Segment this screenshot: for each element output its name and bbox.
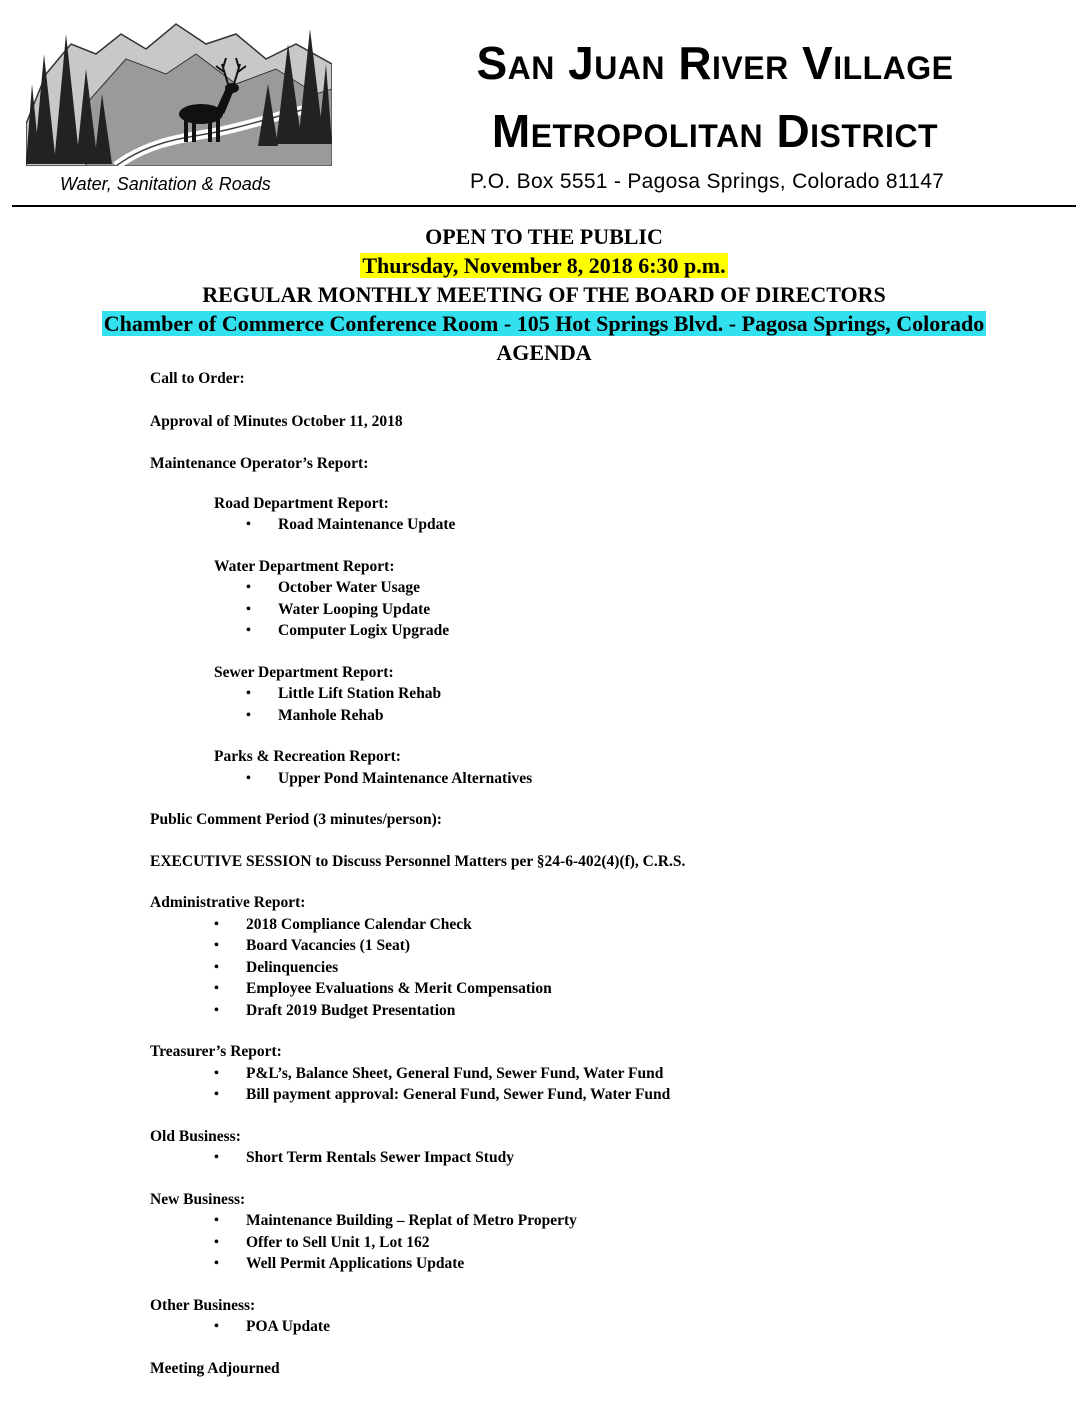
list-item: • October Water Usage — [278, 577, 1050, 599]
list-item: • Bill payment approval: General Fund, Sewer Fund, Water Fund — [246, 1084, 1050, 1106]
list-item: • Employee Evaluations & Merit Compensation — [246, 978, 1050, 1000]
meeting-location: Chamber of Commerce Conference Room - 105 Hot Springs Blvd. - Pagosa Springs, Colorado — [103, 311, 985, 336]
agenda-new-business-heading: New Business: — [150, 1190, 246, 1208]
list-item: • Draft 2019 Budget Presentation — [246, 1000, 1050, 1022]
title-line-1: San Juan River Village — [476, 37, 954, 89]
agenda-water-heading: Water Department Report: — [214, 557, 395, 575]
list-item: • Well Permit Applications Update — [246, 1253, 1050, 1275]
agenda-old-business-heading: Old Business: — [150, 1127, 241, 1145]
title-line-2: Metropolitan District — [491, 105, 939, 157]
header-divider — [12, 205, 1076, 207]
open-to-public: OPEN TO THE PUBLIC — [425, 224, 663, 249]
agenda-public-comment: Public Comment Period (3 minutes/person): — [150, 811, 442, 828]
list-item: • Water Looping Update — [278, 599, 1050, 621]
tagline: Water, Sanitation & Roads — [60, 174, 271, 194]
list-item: • Delinquencies — [246, 957, 1050, 979]
list-item: • Computer Logix Upgrade — [278, 620, 1050, 642]
list-item: • Manhole Rehab — [278, 705, 1050, 727]
list-item: • Maintenance Building – Replat of Metro Property — [246, 1210, 1050, 1232]
mountain-elk-logo-icon — [26, 14, 332, 166]
agenda-other-business-heading: Other Business: — [150, 1296, 256, 1314]
meeting-type: REGULAR MONTHLY MEETING OF THE BOARD OF DIRECTORS — [202, 282, 886, 307]
list-item: • P&L’s, Balance Sheet, General Fund, Sewer Fund, Water Fund — [246, 1063, 1050, 1085]
agenda-approval-minutes: Approval of Minutes October 11, 2018 — [150, 412, 403, 430]
agenda-call-to-order: Call to Order: — [150, 370, 245, 387]
meeting-date: Thursday, November 8, 2018 6:30 p.m. — [362, 253, 726, 278]
meeting-header — [0, 222, 1088, 367]
list-item: • Short Term Rentals Sewer Impact Study — [246, 1147, 1050, 1169]
list-item: • Little Lift Station Rehab — [278, 683, 1050, 705]
agenda-adjourned: Meeting Adjourned — [150, 1359, 280, 1377]
agenda-title: AGENDA — [496, 340, 592, 365]
agenda-administrative-heading: Administrative Report: — [150, 894, 306, 911]
agenda-parks-heading: Parks & Recreation Report: — [214, 748, 401, 765]
agenda-list — [150, 368, 1050, 1379]
list-item: • Road Maintenance Update — [278, 514, 1050, 536]
agenda-sewer-heading: Sewer Department Report: — [214, 663, 394, 681]
list-item: • 2018 Compliance Calendar Check — [246, 914, 1050, 936]
list-item: • Board Vacancies (1 Seat) — [246, 935, 1050, 957]
list-item: • Offer to Sell Unit 1, Lot 162 — [246, 1232, 1050, 1254]
list-item: • POA Update — [246, 1316, 1050, 1338]
agenda-maintenance-report: Maintenance Operator’s Report: — [150, 455, 369, 472]
list-item: • Upper Pond Maintenance Alternatives — [278, 768, 1050, 790]
agenda-executive-session: EXECUTIVE SESSION to Discuss Personnel Matters per §24-6-402(4)(f), C.R.S. — [150, 852, 686, 870]
agenda-treasurer-heading: Treasurer’s Report: — [150, 1043, 282, 1060]
agenda-road-heading: Road Department Report: — [214, 494, 389, 512]
mailing-address: P.O. Box 5551 - Pagosa Springs, Colorado 81147 — [470, 170, 945, 193]
district-title — [370, 37, 1060, 176]
